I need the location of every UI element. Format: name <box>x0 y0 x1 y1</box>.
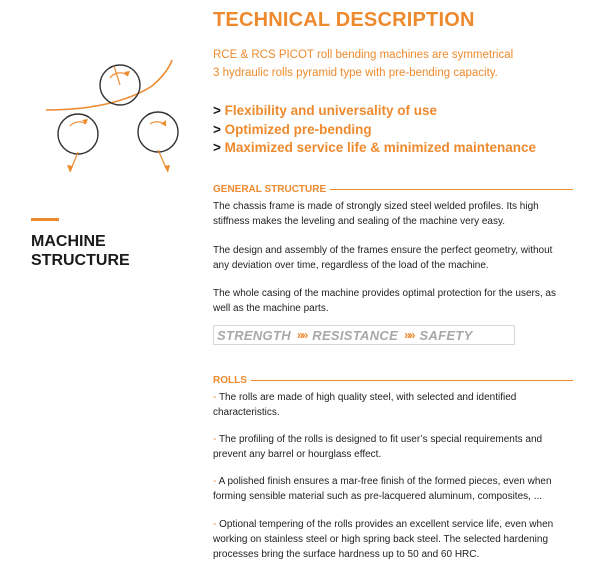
section-accent-bar <box>31 218 59 221</box>
heading-rule <box>251 380 573 381</box>
intro-text: RCE & RCS PICOT roll bending machines are symmetrical 3 hydraulic rolls pyramid type with pre-bending capacity. <box>213 49 514 79</box>
tagline-banner: STRENGTH »» RESISTANCE »» SAFETY <box>213 325 515 345</box>
rolls-paragraph-3: - A polished finish ensures a mar-free finish of the formed pieces, even when forming sensible material such as pre-lacquered aluminum, composites, ... <box>213 476 552 502</box>
feature-list <box>213 102 593 158</box>
roll-bending-diagram-icon <box>44 56 194 176</box>
rolls-paragraph-2: - The profiling of the rolls is designed to fit user’s special requirements and prevent any barrel or hourglass effect. <box>213 434 543 460</box>
rolls-paragraph-4: - Optional tempering of the rolls provides an excellent service life, even when working on stainless steel or high spring back steel. The selected hardening processes bring the surface hardness up to 50 and 60 HRC. <box>213 519 554 560</box>
general-structure-heading: GENERAL STRUCTURE <box>213 184 573 195</box>
general-paragraph-1: The chassis frame is made of strongly sized steel welded profiles. Its high stiffness makes the leveling and sealing of the machine very easy. <box>213 201 539 227</box>
feature-item: > Maximized service life & minimized maintenance <box>213 140 537 155</box>
rolls-paragraph-1: - The rolls are made of high quality steel, with selected and identified characteristics. <box>213 392 517 418</box>
page-title: TECHNICAL DESCRIPTION <box>213 9 475 31</box>
section-title: MACHINE STRUCTURE <box>31 233 130 269</box>
general-paragraph-3: The whole casing of the machine provides optimal protection for the users, as well as the machine parts. <box>213 288 556 314</box>
rolls-heading: ROLLS <box>213 375 573 386</box>
general-paragraph-2: The design and assembly of the frames ensure the perfect geometry, without any deviation over time, regardless of the load of the machine. <box>213 245 553 271</box>
heading-rule <box>330 189 573 190</box>
chevron-double-right-icon: »» <box>296 328 307 342</box>
feature-item: > Optimized pre-bending <box>213 121 372 137</box>
feature-item: > Flexibility and universality of use <box>213 103 437 118</box>
chevron-double-right-icon: »» <box>404 328 414 342</box>
